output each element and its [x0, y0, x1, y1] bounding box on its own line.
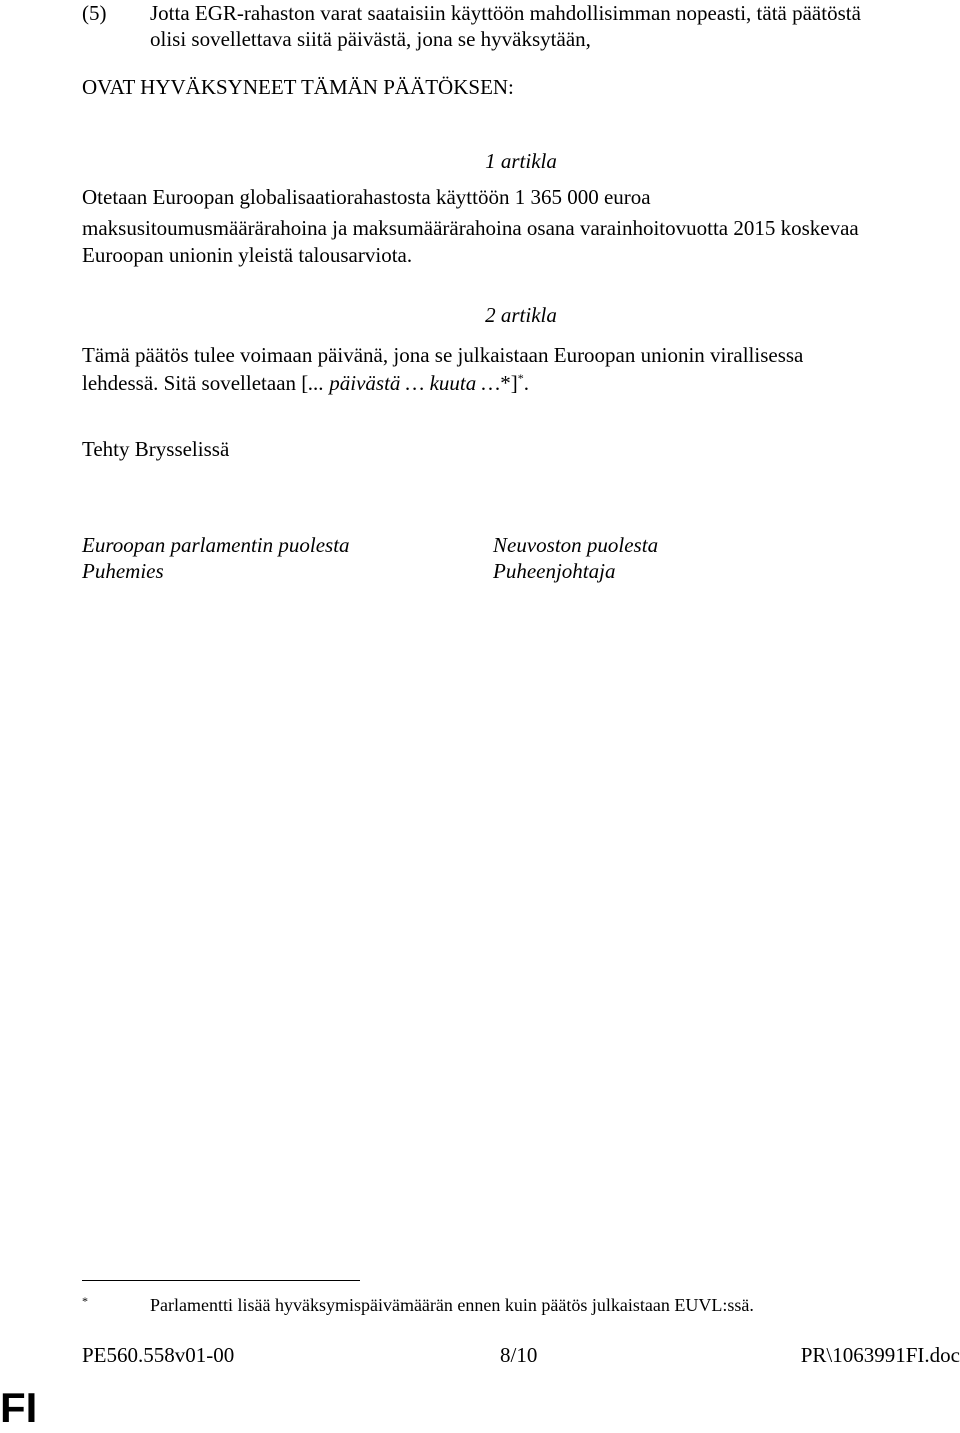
footnote-mark: * [82, 1294, 88, 1308]
article-1-line-2: maksusitoumusmäärärahoina ja maksumäärärahoina osana varainhoitovuotta 2015 koskevaa [82, 216, 859, 240]
article-2-title: 2 artikla [485, 303, 557, 327]
signature-parliament-role: Puhemies [82, 559, 164, 583]
article-2-line-2 [82, 370, 529, 396]
footnote-text: Parlamentti lisää hyväksymispäivämäärän ennen kuin päätös julkaistaan EUVL:ssä. [150, 1295, 754, 1315]
footnote-separator [82, 1280, 360, 1281]
language-code: FI [0, 1384, 38, 1431]
adopted-heading: OVAT HYVÄKSYNEET TÄMÄN PÄÄTÖKSEN: [82, 75, 514, 99]
article-2-line-2-end: *] [500, 371, 518, 395]
recital-number: (5) [82, 1, 107, 25]
footer-page-number: 8/10 [500, 1343, 538, 1367]
footnote-reference[interactable]: * [517, 371, 524, 385]
done-at: Tehty Brysselissä [82, 437, 230, 461]
recital-line-1: Jotta EGR-rahaston varat saataisiin käyttöön mahdollisimman nopeasti, tätä päätöstä [150, 1, 861, 25]
signature-council-role: Puheenjohtaja [493, 559, 616, 583]
article-2-line-2-start: lehdessä. Sitä sovelletaan [ [82, 371, 309, 395]
article-2-line-2-period: . [523, 371, 529, 395]
footer-file-name: PR\1063991FI.doc [800, 1343, 960, 1367]
article-2-date-placeholder: ... päivästä … kuuta … [308, 371, 501, 395]
footer-doc-ref: PE560.558v01-00 [82, 1343, 235, 1367]
article-1-line-1: Otetaan Euroopan globalisaatiorahastosta käyttöön 1 365 000 euroa [82, 185, 651, 209]
article-2-line-1: Tämä päätös tulee voimaan päivänä, jona se julkaistaan Euroopan unionin virallisessa [82, 343, 804, 367]
signature-parliament: Euroopan parlamentin puolesta [82, 533, 350, 557]
article-1-title: 1 artikla [485, 149, 557, 173]
article-1-line-3: Euroopan unionin yleistä talousarviota. [82, 243, 413, 267]
signature-council: Neuvoston puolesta [493, 533, 659, 557]
recital-line-2: olisi sovellettava siitä päivästä, jona se hyväksytään, [150, 27, 591, 51]
